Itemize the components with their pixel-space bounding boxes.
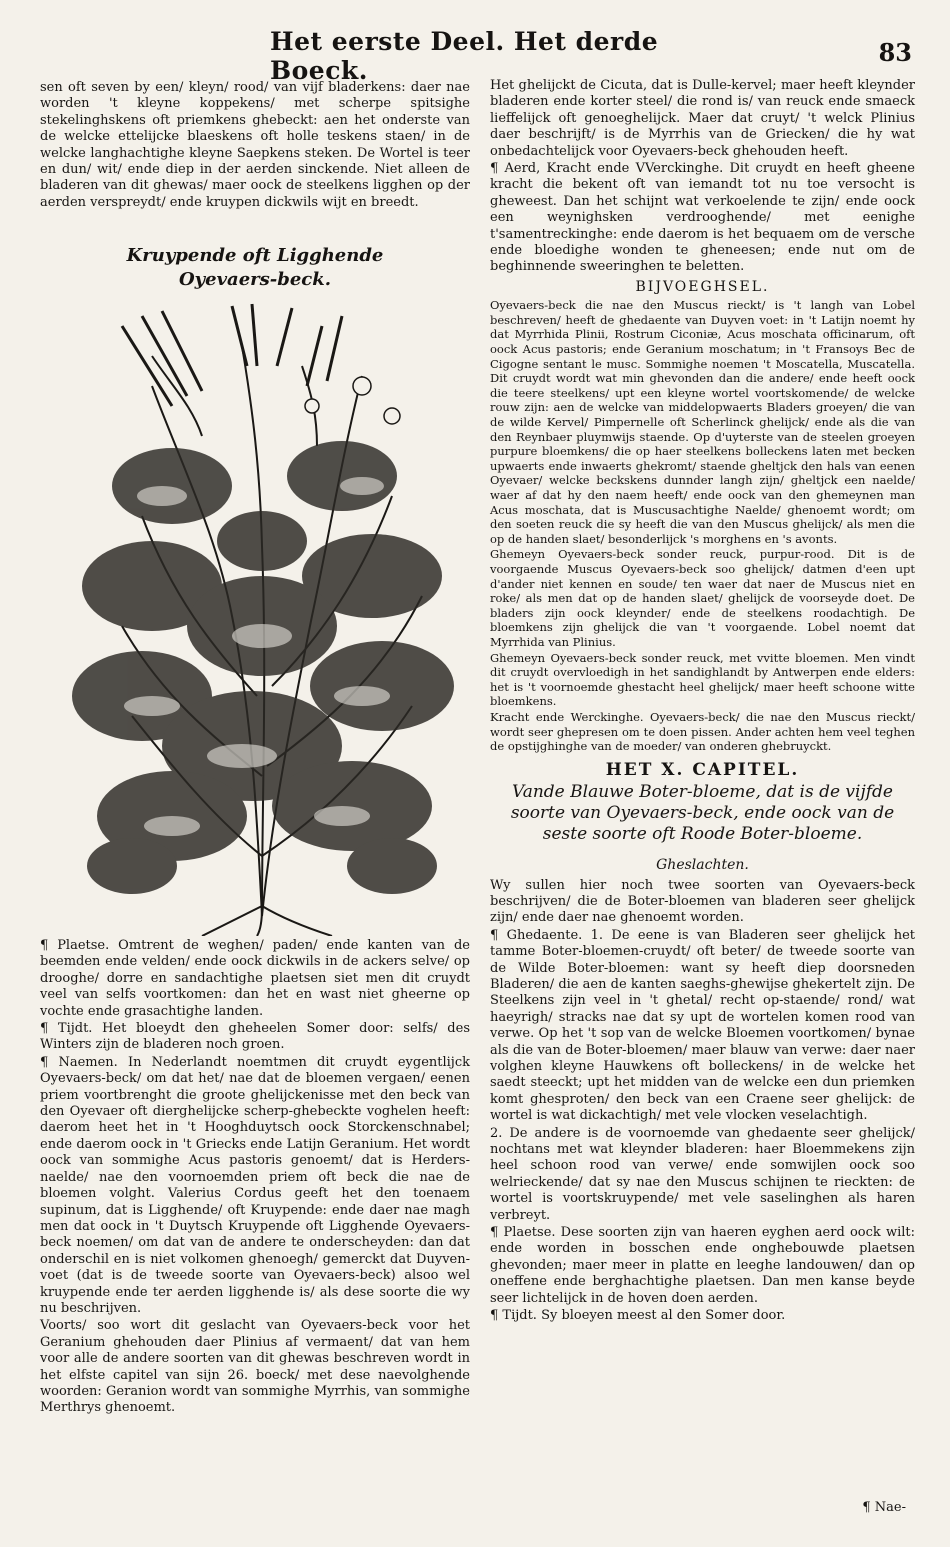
bijvoeghsel-paragraph: [490, 298, 915, 546]
naemen-paragraph: ¶ Naemen. In Nederlandt noemtmen dit cruydt eygentlijck Oyevaers-beck/ om dat het/ nae dat de bloemen vergaen/ eenen priem voortbrenght die groote ghelijckenisse met den beck van den Oyevaer oft dierghelijcke scherp-ghebeckte voghelen heeft: daerom heet het in 't Hooghduytsch oock Storckenschnabel; ende daerom oock in 't Griecks ende Latijn Geranium. Het wordt oock van sommighe Acus pastoris genoemt/ dat is Herders-naelde/ nae den voornoemden priem oft beck die nae de bloemen volght. Valerius Cordus geeft het den toenaem supinum, dat is Ligghende/ oft Kruypende: ende daer nae magh men dat oock in 't Duytsch Kruypende oft Ligghende Oyevaers-beck noemen/ om dat van de andere te onderscheyden: dan dat onderschil en is niet volkomen ghenoegh/ gemerckt dat Duyven-voet (dat is de tweede soorte van Oyevaers-beck) alsoo wel kruypende ende ter aerden ligghende is/ als dese soorte die wy nu beschrijven.: [40, 1054, 470, 1316]
geslachten-paragraph: Wy sullen hier noch twee soorten van Oyevaers-beck beschrijven/ die de Boter-bloemen van bladeren seer ghelijck zijn/ ende daer nae ghenoemt worden.: [490, 877, 915, 926]
cicuta-paragraph: Het ghelijckt de Cicuta, dat is Dulle-kervel; maer heeft kleynder bladeren ende korter steel/ die rond is/ van reuck ende smaeck lieffelijck oft genoeghelijck. Maer dat cruyt/ 't welck Plinius daer beschrijft/ is de Myrrhis van de Griecken/ die hy wat onbedachtelijck voor Oyevaers-beck ghehouden heeft.: [490, 78, 915, 159]
left-column-top: [40, 80, 470, 212]
left-top-paragraph: sen oft seven by een/ kleyn/ rood/ van vijf bladerkens: daer nae worden 't kleyne koppekens/ met scherpe spitsighe stekelinghskens oft priemkens ghebeckt: aen het onderste van de welcke ettelijcke blaeskens oft holle teskens staen/ in de welcke langhachtighe kleyne Saepkens steken. De Wortel is teer en dun/ wit/ ende diep in der aerden sinckende. Niet alleen de bladeren van dit ghewas/ maer oock de steelkens ligghen op der aerden verspreydt/ ende kruypen dickwils wijt en breedt.: [40, 80, 470, 210]
tijdt-paragraph: ¶ Tijdt. Het bloeydt den gheheelen Somer door: selfs/ des Winters zijn de bladeren noch groen.: [40, 1021, 470, 1053]
catchword: ¶ Nae-: [862, 1500, 906, 1515]
page-number: 83: [878, 38, 912, 67]
geslachten-heading: Gheslachten.: [656, 857, 749, 874]
bijvoeghsel-heading: BIJVOEGHSEL.: [635, 278, 770, 295]
ghedaente-paragraph: ¶ Ghedaente. 1. De eene is van Bladeren seer ghelijck het tamme Boter-bloemen-cruydt/ oft beter/ de tweede soorte van de Wilde Boter-bloemen: want sy heeft diep doorsneden Bladeren/ die aen de kanten saeghs-ghewijse ghekertelt zijn. De Steelkens zijn veel in 't ghetal/ recht op-staende/ rond/ wat haeyrigh/ stracks nae dat sy upt de wortelen komen rood van verwe. Op het 't sop van de welcke Bloemen voortkomen/ bynae als die van de Boter-bloemen/ maer blauw van verwe: daer naer volghen kleyne Hauwkens oft bolleckens/ in de welcke het saedt steeckt; upt het midden van de welcke een dun priemken komt ghesproten/ den beck van een Craene seer ghelijck: de wortel is wat dickachtigh/ met vele vlocken veselachtigh.: [490, 927, 915, 1124]
plant-woodcut-image: [62, 296, 467, 936]
right-column: [490, 78, 915, 1325]
woodcut-illustration: [62, 296, 467, 936]
bijvoeghsel-text: Oyevaers-beck die nae den Muscus rieckt/ is 't langh van Lobel beschreven/ heeft de ghedaente van Duyven voet: in 't Latijn noemt hy dat Myrrhida Plinii, Rostrum Ciconiæ, Acus moschata officinarum, oft oock Acus pastoris; ende Geranium moschatum; in 't Fransoys Bec de Cigogne sentant le musc. Sommighe noemen 't Moscatella, Muscatella. Dit cruydt wordt wat min ghevonden dan die andere/ ende heeft oock die teere steelkens/ upt een kleyne wortel voortskomende/ de welcke rouw zijn: aen de welcke van middelopwaerts Bladers groeyen/ die van de wilde Kervel/ Pimpernelle oft Scherlinck ghelijck/ ende als die van den Reynbaer pluymwijs staende. Op d'uyterste van de steelen groeyen purpure bloemkens/ die op haer steelkens bolleckens laten met becken upwaerts ende inwaerts ghekromt/ staende gheltjck den hals van eenen Oyevaer/ welcke beckskens dunnder langh zijn/ gheltjck een naelde/ waer af dat hy den naem heeft/ ende oock van den ghemeynen man Acus moschata, dat is Muscusachtighe Naelde/ ghenoemt wordt; om den soeten reuck die sy heeft die van den Muscus ghelijck/ als men die op de handen slaet/ besonderlijck 's morghens en 's avonts.: [490, 298, 915, 546]
plaetse-paragraph: ¶ Plaetse. Omtrent de weghen/ paden/ ende kanten van de beemden ende velden/ ende oock dickwils in de ackers selve/ op drooghe/ dorre en sandachtighe plaetsen siet men dit cruydt veel van selfs voortkomen: dan het en wast niet gheerne op vochte ende grasachtighe landen.: [40, 938, 470, 1019]
bijvoeghsel-paragraph: Ghemeyn Oyevaers-beck sonder reuck, met vvitte bloemen. Men vindt dit cruydt overvloedigh in het sandighlandt by Antwerpen ende elders: het is 't voornoemde ghestacht heel ghelijck/ maer heeft schoone witte bloemkens.: [490, 650, 915, 709]
voorts-paragraph: Voorts/ soo wort dit geslacht van Oyevaers-beck voor het Geranium ghehouden daer Plinius af vermaent/ dat van hem voor alle de andere soorten van dit ghewas beschreven wordt in het elfste capitel van sijn 26. boeck/ met dese naevolghende woorden: Geranion wordt van sommighe Myrrhis, van sommighe Merthrys ghenoemt.: [40, 1318, 470, 1416]
chapter-subtitle: Vande Blauwe Boter-bloeme, dat is de vijfde soorte van Oyevaers-beck, ende oock van de seste soorte oft Roode Boter-bloeme.: [510, 782, 895, 845]
bijvoeghsel-paragraph: Kracht ende Werckinghe. Oyevaers-beck/ die nae den Muscus rieckt/ wordt seer ghepresen om te doen pissen. Ander achten hem veel teghen de opstijghinghe van de moeder/ van onderen ghebruyckt.: [490, 709, 915, 754]
running-head: Het eerste Deel. Het derde Boeck.: [270, 27, 659, 85]
bijvoeghsel-paragraph: Ghemeyn Oyevaers-beck sonder reuck, purpur-rood. Dit is de voorgaende Muscus Oyevaers-beck soo ghelijck/ datmen d'een upt d'ander niet kennen en soude/ ten waer dat naer de Muscus niet en roke/ als men dat op de handen slaet/ ghelijck de voorseyde doet. De bladers zijn oock kleynder/ ende de steelkens roodachtigh. De bloemkens zijn ghelijck die van 't voorgaende. Lobel noemt dat Myrrhida van Plinius.: [490, 547, 915, 649]
second-kind-paragraph: 2. De andere is de voornoemde van ghedaente seer ghelijck/ nochtans met wat kleynder bladeren: haer Bloemmekens zijn heel schoon rood van verwe/ ende somwijlen oock soo welrieckende/ dat sy nae den Muscus schijnen te rieckten: de wortel is voortskruypende/ met vele saselinghen als haren verbreyt.: [490, 1125, 915, 1223]
chapter-heading: HET X. CAPITEL.: [605, 759, 800, 780]
figure-caption: Kruypende oft Ligghende Oyevaers-beck.: [126, 245, 384, 290]
left-column-bottom: [40, 938, 470, 1418]
tijdt-paragraph: ¶ Tijdt. Sy bloeyen meest al den Somer door.: [490, 1308, 786, 1324]
kracht-paragraph: ¶ Aerd, Kracht ende VVerckinghe. Dit cruydt en heeft gheene kracht die bekent oft van iemandt tot nu toe versocht is gheweest. Dan het schijnt wat verkoelende te zijn/ ende oock een weynighsken verdrooghende/ met eenighe t'samentreckinghe: ende daerom is het bequaem om de versche ende bloedighe wonden te gheneesen; ende nut om de beghinnende sweeringhen te beletten.: [490, 161, 915, 275]
plaetse-paragraph: ¶ Plaetse. Dese soorten zijn van haeren eyghen aerd oock wilt: ende worden in bosschen ende onghebouwde plaetsen ghevonden; maer meer in platte en leeghe landouwen/ dan op oneffene ende berghachtighe plaetsen. Dan men kanse beyde seer lichtelijck in de hoven doen aerden.: [490, 1225, 915, 1306]
